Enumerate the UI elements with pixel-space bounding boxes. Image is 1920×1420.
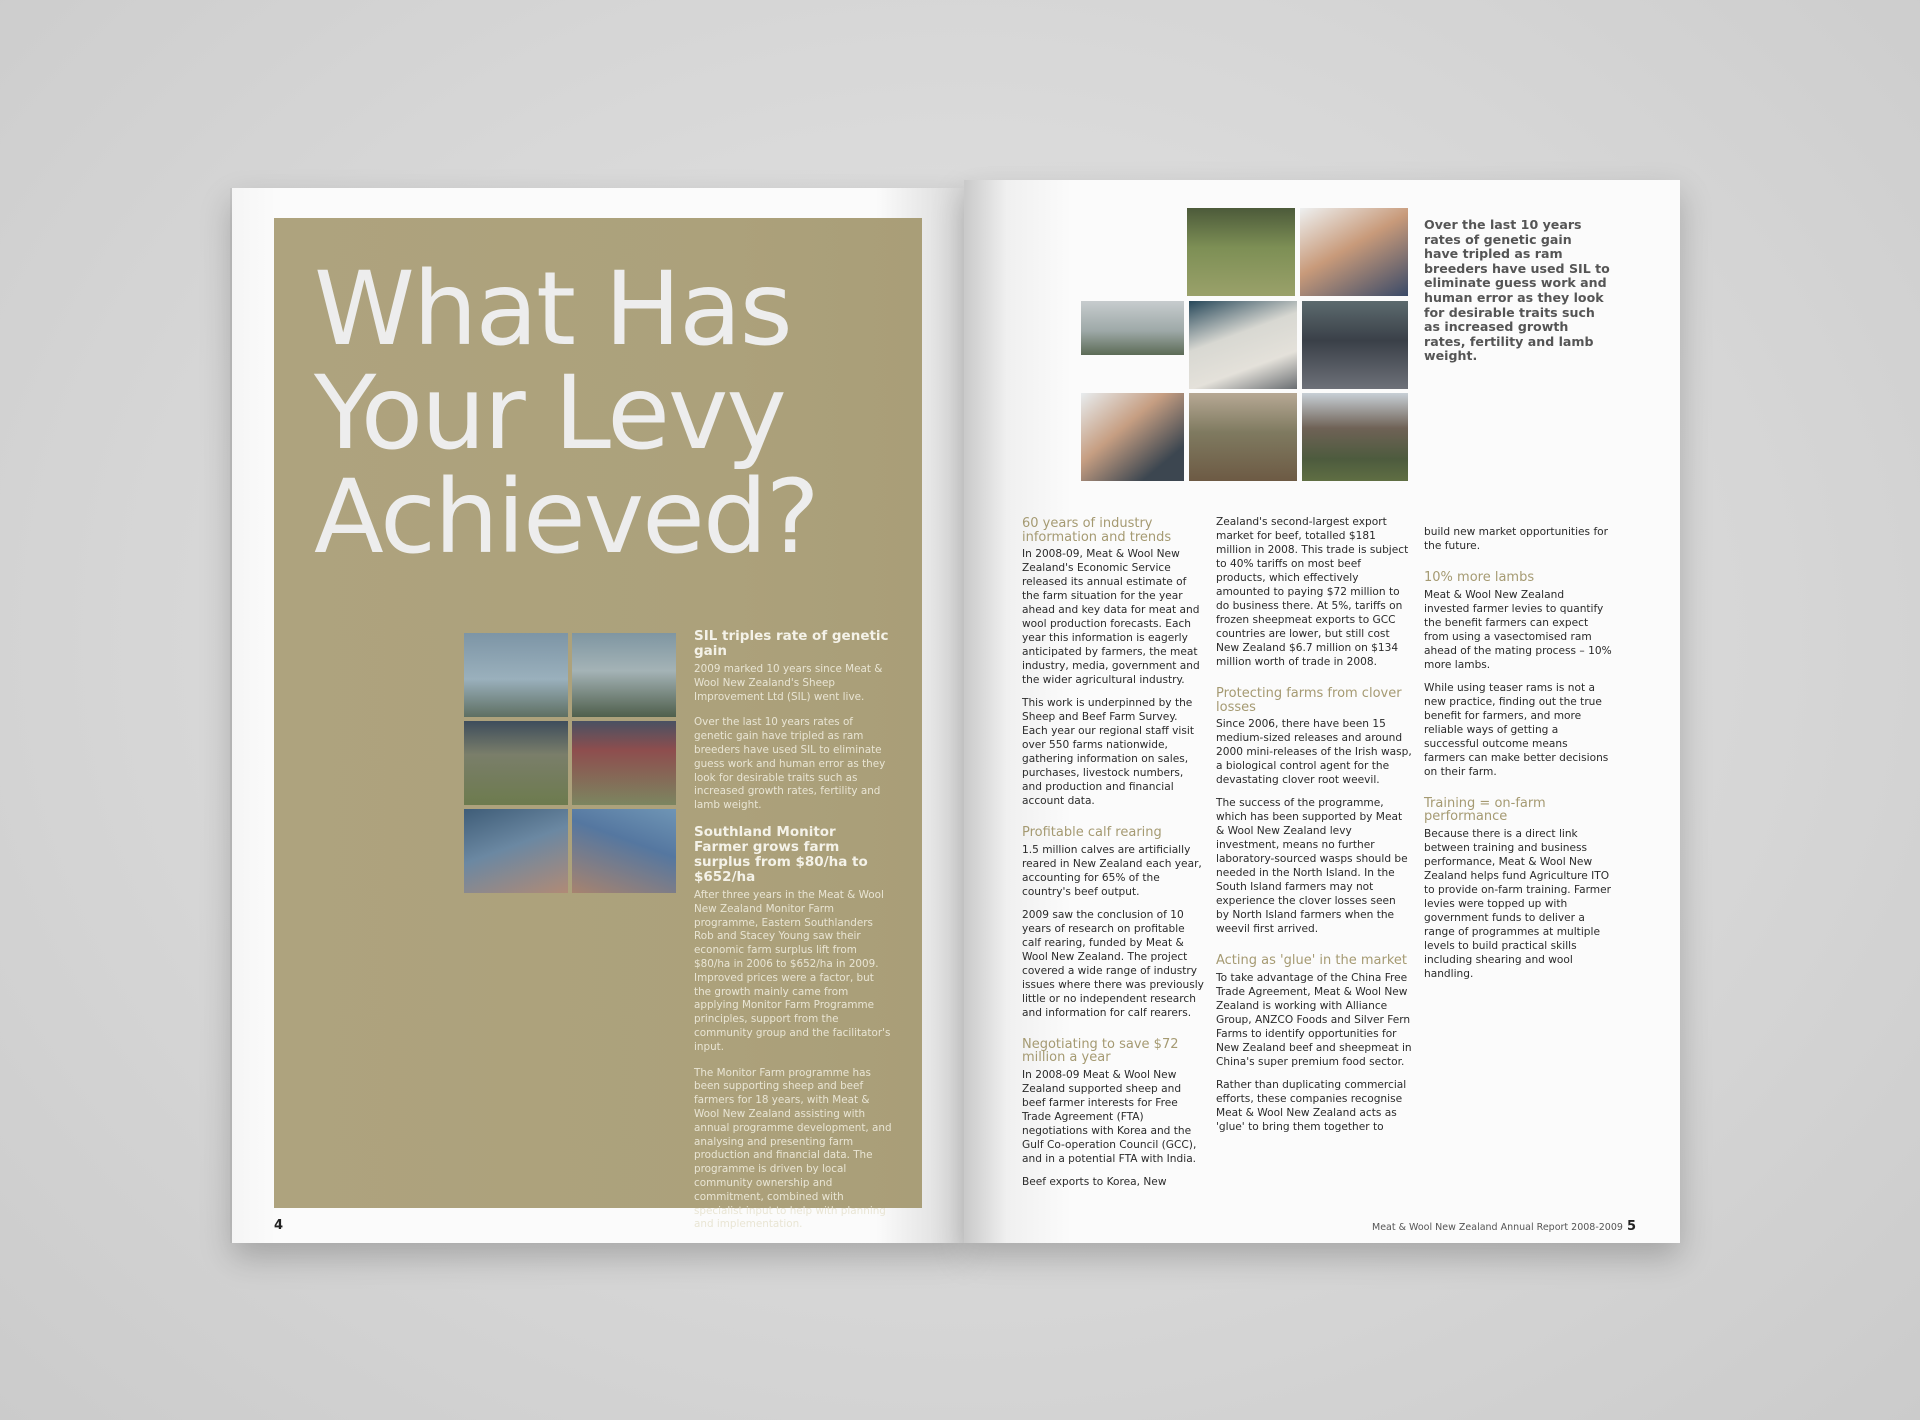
clover-paragraph-1: Since 2006, there have been 15 medium-sized releases and around 2000 mini-releases of the Irish wasp, a biological control agent for the devastating clover root weevil. — [1216, 718, 1412, 786]
headline-line-2: Your Levy — [314, 354, 785, 473]
photo-landscape-people — [1081, 301, 1184, 355]
headline-line-1: What Has — [314, 250, 791, 369]
heading-training: Training = on-farm performance — [1424, 795, 1546, 824]
photo-crowd-fence-left — [464, 721, 568, 805]
glue-paragraph-2: Rather than duplicating commercial efforts, these companies recognise Meat & Wool New Zealand acts as 'glue' to bring them together to — [1216, 1078, 1407, 1133]
section-heading-sil: SIL triples rate of genetic gain — [694, 628, 889, 659]
left-article-column — [694, 629, 894, 1244]
industry-paragraph-2: This work is underpinned by the Sheep and Beef Farm Survey. Each year our regional staff visit over 550 farms nationwide, gathering information on sales, purchases, livestock numbers, and production and financial account data. — [1022, 697, 1194, 807]
photo-boy-eating — [1300, 208, 1408, 296]
future-paragraph: build new market opportunities for the future. — [1424, 526, 1609, 552]
heading-clover-losses: Protecting farms from clover losses — [1216, 686, 1402, 715]
calf-paragraph-1: 1.5 million calves are artificially reared in New Zealand each year, accounting for 65% of the country's beef output. — [1022, 843, 1202, 898]
heading-calf-rearing: Profitable calf rearing — [1022, 825, 1162, 840]
article-column-1 — [1022, 517, 1204, 1198]
footer-report-title: Meat & Wool New Zealand Annual Report 2008-2009 — [1372, 1222, 1623, 1233]
industry-paragraph-1: In 2008-09, Meat & Wool New Zealand's Economic Service released its annual estimate of the farm situation for the year ahead and key data for meat and wool production forecasts. Each year this information is eagerly anticipated by farmers, the meat industry, media, government and the wider agricultural industry. — [1022, 548, 1200, 686]
photo-crowd-fence-right — [572, 721, 676, 805]
lambs-paragraph-2: While using teaser rams is not a new practice, finding out the true benefit for farmers, and more reliable ways of getting a successful outcome means farmers can make better decisions on their farm. — [1424, 681, 1609, 778]
farmers-photo-mosaic — [464, 633, 676, 981]
right-page-number: 5 — [1626, 1219, 1636, 1234]
monitor-paragraph-2: The Monitor Farm programme has been supporting sheep and beef farmers for 18 years, with Meat & Wool New Zealand assisting with annual programme development, and analysing and presenting farm production and financial data. The programme is driven by local community ownership and commitment, combined with specialist input to help with planning and implementation. — [694, 1066, 892, 1231]
right-page — [964, 180, 1680, 1243]
beef-exports-paragraph: Zealand's second-largest export market for beef, totalled $181 million in 2008. This trade is subject to 40% tariffs on most beef products, which effectively amounted to paying $72 million to do business there. At 5%, tariffs on frozen sheepmeat exports to GCC countries are lower, but still cost New Zealand $6.7 million on $134 million worth of trade in 2008. — [1216, 516, 1409, 668]
negotiating-paragraph-2: Beef exports to Korea, New — [1022, 1175, 1167, 1188]
heading-more-lambs: 10% more lambs — [1424, 570, 1535, 585]
left-page — [232, 188, 964, 1243]
glue-paragraph-1: To take advantage of the China Free Trade Agreement, Meat & Wool New Zealand is working with Alliance Group, ANZCO Foods and Silver Fern Farms to identify opportunities for New Zealand beef and sheepmeat in China's super premium food sector. — [1216, 971, 1412, 1068]
monitor-paragraph-1: After three years in the Meat & Wool New Zealand Monitor Farm programme, Eastern Southlanders Rob and Stacey Young saw their economic farm surplus lift from $80/ha in 2006 to $652/ha in 2009. Improved prices were a factor, but the growth mainly came from applying Monitor Farm Programme principles, support from the community group and the facilitator's input. — [694, 888, 891, 1053]
photo-cattle-field — [1187, 208, 1295, 296]
photo-arms-right — [572, 809, 676, 893]
photo-arms-left — [464, 809, 568, 893]
photo-smiling-friends — [1081, 393, 1184, 481]
lambs-paragraph-1: Meat & Wool New Zealand invested farmer levies to quantify the benefit farmers can expect from using a vasectomised ram ahead of the mating process – 10% more lambs. — [1424, 588, 1612, 671]
heading-glue-market: Acting as 'glue' in the market — [1216, 953, 1407, 968]
page-footer — [1372, 1219, 1636, 1234]
photo-crowd-sky-right — [572, 633, 676, 717]
sil-paragraph-2: Over the last 10 years rates of genetic gain have tripled as ram breeders have used SIL to eliminate guess work and human error as they look for desirable traits such as increased growth rates, fertility and lamb weight. — [694, 716, 886, 812]
left-page-number: 4 — [274, 1218, 284, 1233]
heading-industry-information: 60 years of industry information and trends — [1022, 516, 1172, 545]
article-column-3 — [1424, 525, 1612, 990]
photo-crowd-sky-left — [464, 633, 568, 717]
training-paragraph-1: Because there is a direct link between training and business performance, Meat & Wool New Zealand helps fund Agriculture ITO to provide on-farm training. Farmer levies were topped up with government funds to deliver a range of programmes at multiple levels to build practical skills including shearing and wool handling. — [1424, 827, 1611, 980]
sil-paragraph-1: 2009 marked 10 years since Meat & Wool New Zealand's Sheep Improvement Ltd (SIL) went live. — [694, 663, 883, 703]
gold-feature-panel — [274, 218, 922, 1231]
pull-quote: Over the last 10 years rates of genetic gain have tripled as ram breeders have used SIL to eliminate guess work and human error as they look for desirable traits such as increased growth rates, fertility and lamb weight. — [1424, 217, 1610, 364]
headline-line-3: Achieved? — [314, 458, 818, 577]
photo-reading-report — [1189, 301, 1297, 389]
heading-negotiating: Negotiating to save $72 million a year — [1022, 1036, 1179, 1065]
negotiating-paragraph-1: In 2008-09 Meat & Wool New Zealand supported sheep and beef farmer interests for Free Trade Agreement (FTA) negotiations with Korea and the Gulf Co-operation Council (GCC), and in a potential FTA with India. — [1022, 1068, 1197, 1165]
page-headline — [314, 250, 818, 577]
photo-hills-sheep — [1302, 393, 1408, 481]
section-heading-monitor-farmer: Southland Monitor Farmer grows farm surplus from $80/ha to $652/ha — [694, 823, 868, 885]
article-column-2 — [1216, 515, 1412, 1143]
calf-paragraph-2: 2009 saw the conclusion of 10 years of research on profitable calf rearing, funded by Meat & Wool New Zealand. The project covered a wide range of industry issues where there was previously little or no independent research and information for calf rearers. — [1022, 908, 1204, 1019]
photo-field-day — [1189, 393, 1297, 481]
photo-auction-crowd — [1302, 301, 1408, 389]
clover-paragraph-2: The success of the programme, which has been supported by Meat & Wool New Zealand levy investment, means no further laboratory-sourced wasps should be needed in the North Island. In the South Island farmers may not experience the clover losses seen by North Island farmers when the weevil first arrived. — [1216, 797, 1408, 935]
